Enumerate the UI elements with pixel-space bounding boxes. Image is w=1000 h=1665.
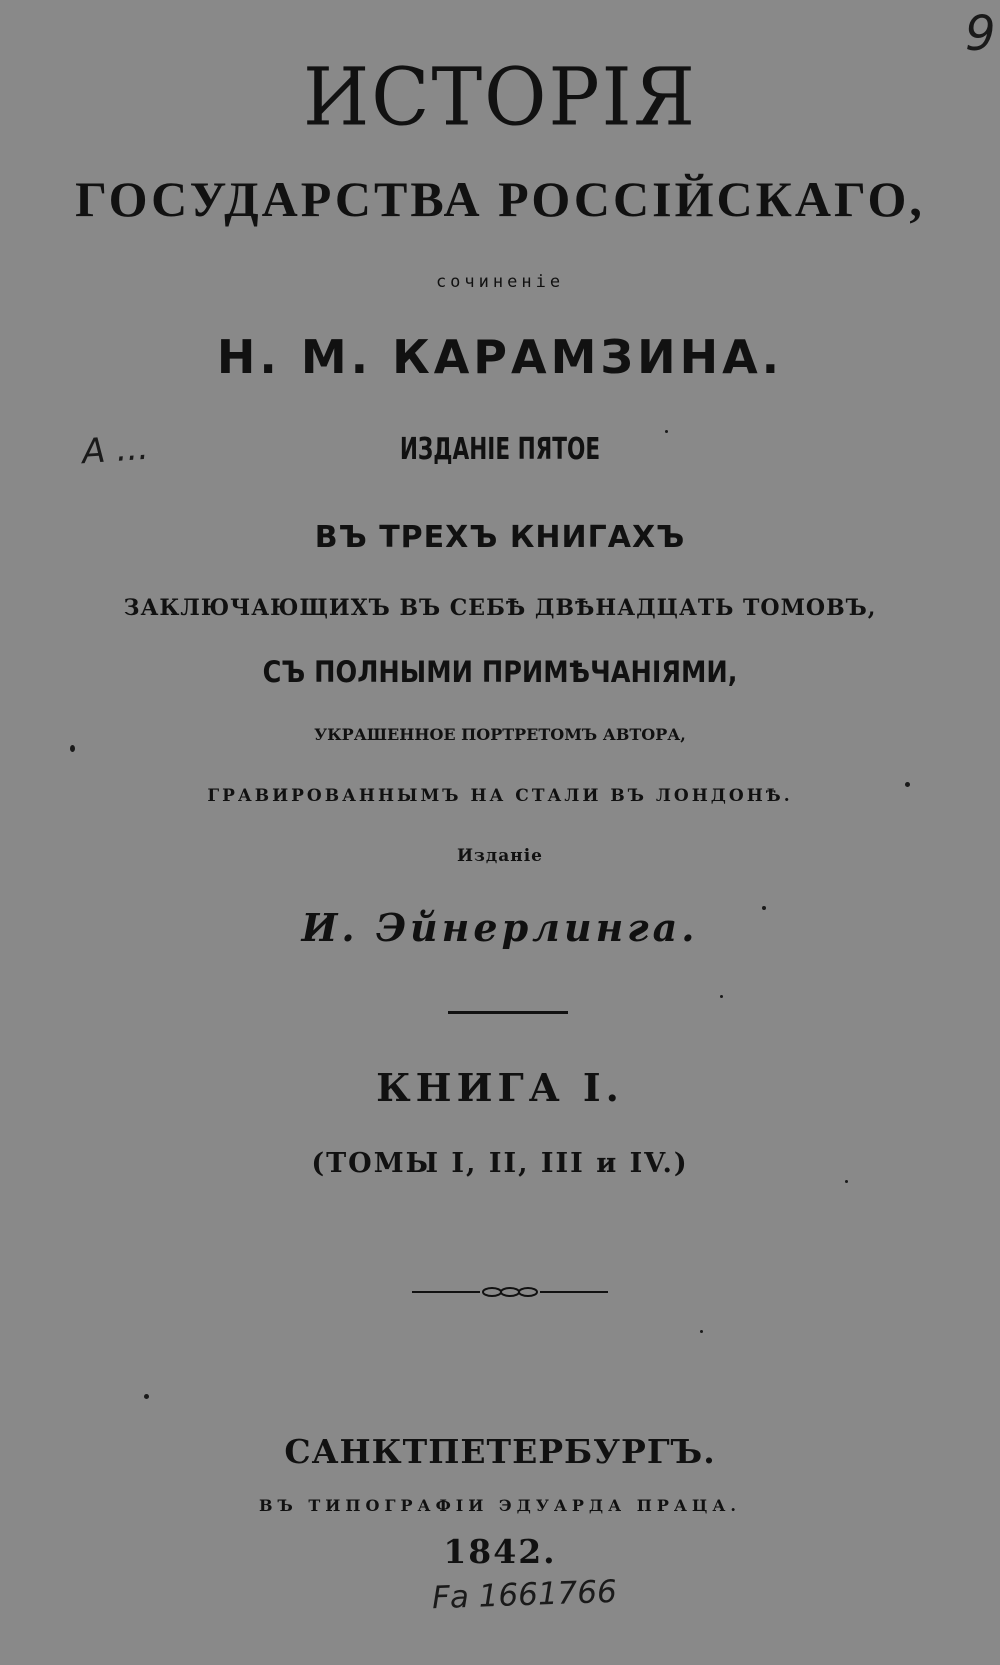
city-line: САНКТПЕТЕРБУРГЪ. bbox=[284, 1432, 716, 1471]
year-line: 1842. bbox=[443, 1532, 557, 1571]
notes-line: СЪ ПОЛНЫМИ ПРИМѢЧАНІЯМИ, bbox=[262, 655, 738, 689]
title-line-1: ИСТОРІЯ bbox=[303, 49, 697, 144]
speck bbox=[70, 745, 75, 752]
by-line: сочиненіе bbox=[435, 272, 565, 292]
speck bbox=[845, 1180, 848, 1183]
title-line-2: ГОСУДАРСТВА РОССІЙСКАГО, bbox=[75, 171, 925, 227]
book-number: КНИГА I. bbox=[376, 1065, 624, 1110]
edition-line: ИЗДАНІЕ ПЯТОЕ bbox=[399, 432, 601, 467]
speck bbox=[905, 782, 910, 787]
volumes-line: (ТОМЫ I, II, III и IV.) bbox=[311, 1148, 689, 1179]
handwritten-shelfmark: Fa 1661766 bbox=[431, 1573, 618, 1617]
printer-line: ВЪ ТИПОГРАФІИ ЭДУАРДА ПРАЦА. bbox=[259, 1496, 741, 1515]
speck bbox=[720, 995, 723, 998]
speck bbox=[700, 1330, 703, 1333]
ornament-divider bbox=[410, 1284, 610, 1300]
handwritten-note: A ... bbox=[80, 427, 150, 473]
speck bbox=[762, 906, 766, 910]
portrait-line: УКРАШЕННОЕ ПОРТРЕТОМЪ АВТОРА, bbox=[314, 725, 686, 744]
containing-line: ЗАКЛЮЧАЮЩИХЪ ВЪ СЕБѢ ДВѢНАДЦАТЬ ТОМОВЪ, bbox=[123, 595, 877, 621]
divider-rule bbox=[448, 1011, 568, 1014]
engraved-line: ГРАВИРОВАННЫМЪ НА СТАЛИ ВЪ ЛОНДОНѢ. bbox=[207, 786, 793, 806]
books-line: ВЪ ТРЕХЪ КНИГАХЪ bbox=[314, 520, 686, 555]
author-name: Н. М. КАРАМЗИНА. bbox=[216, 330, 784, 384]
publisher-name: И. Эйнерлинга. bbox=[301, 905, 699, 950]
speck bbox=[144, 1394, 149, 1399]
publisher-label: Изданіе bbox=[457, 846, 543, 866]
handwritten-number: 9 bbox=[965, 6, 996, 62]
speck bbox=[665, 430, 668, 433]
